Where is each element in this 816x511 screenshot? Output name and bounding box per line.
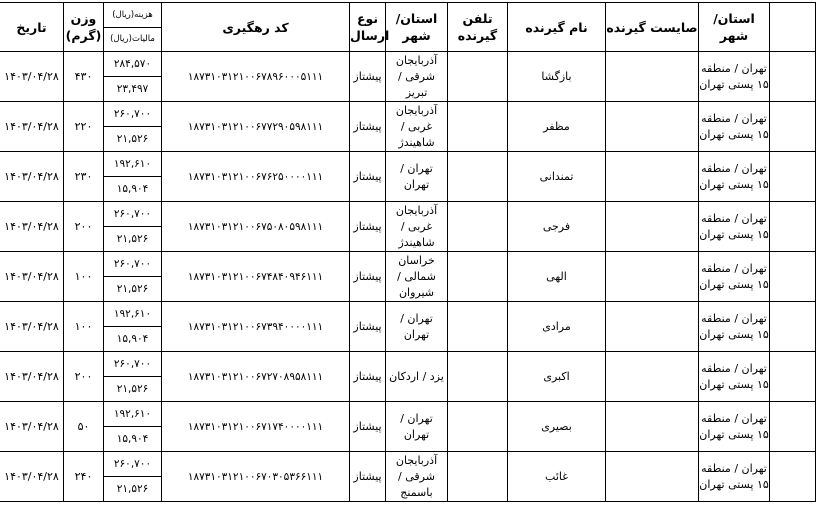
tax-cell: ۲۱,۵۲۶ bbox=[104, 377, 162, 402]
header-extra bbox=[770, 3, 816, 52]
recipient-name-cell: مظفر bbox=[508, 102, 606, 152]
sender-province-cell: تهران / منطقه ۱۵ پستی تهران bbox=[699, 102, 770, 152]
header-province-city: استان/ شهر bbox=[386, 3, 448, 52]
weight-cell: ۲۳۰ bbox=[64, 152, 104, 202]
send-type-cell: پیشتاز bbox=[350, 302, 386, 352]
recipient-code-cell bbox=[606, 202, 699, 252]
send-type-cell: پیشتاز bbox=[350, 102, 386, 152]
header-send-type: نوع ارسال bbox=[350, 3, 386, 52]
date-cell: ۱۴۰۳/۰۴/۲۸ bbox=[0, 202, 64, 252]
sender-province-cell: تهران / منطقه ۱۵ پستی تهران bbox=[699, 252, 770, 302]
send-type-cell: پیشتاز bbox=[350, 252, 386, 302]
phone-cell bbox=[448, 402, 508, 452]
table-row bbox=[0, 52, 816, 77]
recipient-code-cell bbox=[606, 52, 699, 102]
sender-province-cell: تهران / منطقه ۱۵ پستی تهران bbox=[699, 52, 770, 102]
tax-cell: ۲۳,۴۹۷ bbox=[104, 77, 162, 102]
header-tax-label: مالیات(ریال) bbox=[110, 33, 155, 44]
city-cell: تهران / تهران bbox=[386, 302, 448, 352]
sender-province-cell: تهران / منطقه ۱۵ پستی تهران bbox=[699, 302, 770, 352]
extra-cell bbox=[770, 402, 816, 452]
tracking-cell: ۱۸۷۳۱۰۳۱۲۱۰۰۶۷۲۷۰۸۹۵۸۱۱۱ bbox=[162, 352, 350, 402]
recipient-name-cell: بصیری bbox=[508, 402, 606, 452]
tracking-cell: ۱۸۷۳۱۰۳۱۲۱۰۰۶۷۰۳۰۵۳۶۶۱۱۱ bbox=[162, 452, 350, 502]
tax-cell: ۲۱,۵۲۶ bbox=[104, 477, 162, 502]
sender-province-cell: تهران / منطقه ۱۵ پستی تهران bbox=[699, 402, 770, 452]
extra-cell bbox=[770, 452, 816, 502]
header-sender-province: استان/ شهر bbox=[699, 3, 770, 52]
weight-cell: ۲۲۰ bbox=[64, 102, 104, 152]
weight-cell: ۴۳۰ bbox=[64, 52, 104, 102]
date-cell: ۱۴۰۳/۰۴/۲۸ bbox=[0, 302, 64, 352]
header-weight: وزن (گرم) bbox=[64, 3, 104, 52]
cost-cell: ۱۹۲,۶۱۰ bbox=[104, 152, 162, 177]
tax-cell: ۲۱,۵۲۶ bbox=[104, 227, 162, 252]
sender-province-cell: تهران / منطقه ۱۵ پستی تهران bbox=[699, 452, 770, 502]
recipient-name-cell: الهی bbox=[508, 252, 606, 302]
phone-cell bbox=[448, 52, 508, 102]
tax-cell: ۱۵,۹۰۴ bbox=[104, 177, 162, 202]
shipments-table bbox=[0, 2, 816, 502]
sender-province-cell: تهران / منطقه ۱۵ پستی تهران bbox=[699, 352, 770, 402]
recipient-code-cell bbox=[606, 252, 699, 302]
send-type-cell: پیشتاز bbox=[350, 402, 386, 452]
recipient-name-cell: فرجی bbox=[508, 202, 606, 252]
send-type-cell: پیشتاز bbox=[350, 202, 386, 252]
city-cell: تهران / تهران bbox=[386, 402, 448, 452]
table-row bbox=[0, 452, 816, 477]
phone-cell bbox=[448, 302, 508, 352]
tracking-cell: ۱۸۷۳۱۰۳۱۲۱۰۰۶۷۸۹۶۰۰۰۵۱۱۱ bbox=[162, 52, 350, 102]
header-recipient-code: صایست گیرنده bbox=[606, 3, 699, 52]
phone-cell bbox=[448, 102, 508, 152]
city-cell: آذربایجان شرقی / تبریز bbox=[386, 52, 448, 102]
city-cell: تهران / تهران bbox=[386, 152, 448, 202]
table-row bbox=[0, 252, 816, 277]
send-type-cell: پیشتاز bbox=[350, 352, 386, 402]
send-type-cell: پیشتاز bbox=[350, 52, 386, 102]
extra-cell bbox=[770, 52, 816, 102]
recipient-name-cell: مرادی bbox=[508, 302, 606, 352]
tracking-cell: ۱۸۷۳۱۰۳۱۲۱۰۰۶۷۵۰۸۰۵۹۸۱۱۱ bbox=[162, 202, 350, 252]
city-cell: یزد / اردکان bbox=[386, 352, 448, 402]
send-type-cell: پیشتاز bbox=[350, 152, 386, 202]
tax-cell: ۲۱,۵۲۶ bbox=[104, 127, 162, 152]
city-cell: خراسان شمالی / شیروان bbox=[386, 252, 448, 302]
header-cost-label: هزینه(ریال) bbox=[104, 4, 161, 28]
date-cell: ۱۴۰۳/۰۴/۲۸ bbox=[0, 252, 64, 302]
extra-cell bbox=[770, 102, 816, 152]
weight-cell: ۱۰۰ bbox=[64, 302, 104, 352]
weight-cell: ۱۰۰ bbox=[64, 252, 104, 302]
tracking-cell: ۱۸۷۳۱۰۳۱۲۱۰۰۶۷۳۹۴۰۰۰۰۱۱۱ bbox=[162, 302, 350, 352]
header-phone: تلفن گیرنده bbox=[448, 3, 508, 52]
weight-cell: ۲۰۰ bbox=[64, 352, 104, 402]
tax-cell: ۲۱,۵۲۶ bbox=[104, 277, 162, 302]
header-row bbox=[0, 3, 816, 52]
extra-cell bbox=[770, 352, 816, 402]
weight-cell: ۵۰ bbox=[64, 402, 104, 452]
header-recipient: نام گیرنده bbox=[508, 3, 606, 52]
recipient-code-cell bbox=[606, 452, 699, 502]
extra-cell bbox=[770, 252, 816, 302]
cost-cell: ۲۶۰,۷۰۰ bbox=[104, 102, 162, 127]
table-row bbox=[0, 102, 816, 127]
extra-cell bbox=[770, 152, 816, 202]
header-date: تاریخ bbox=[0, 3, 64, 52]
header-tracking: کد رهگیری bbox=[162, 3, 350, 52]
phone-cell bbox=[448, 152, 508, 202]
recipient-name-cell: تمندانی bbox=[508, 152, 606, 202]
table-row bbox=[0, 402, 816, 427]
cost-cell: ۲۶۰,۷۰۰ bbox=[104, 252, 162, 277]
table-row bbox=[0, 352, 816, 377]
recipient-code-cell bbox=[606, 302, 699, 352]
recipient-name-cell: غائب bbox=[508, 452, 606, 502]
date-cell: ۱۴۰۳/۰۴/۲۸ bbox=[0, 52, 64, 102]
cost-cell: ۱۹۲,۶۱۰ bbox=[104, 402, 162, 427]
header-cost bbox=[104, 3, 162, 52]
recipient-code-cell bbox=[606, 152, 699, 202]
table-row bbox=[0, 202, 816, 227]
sender-province-cell: تهران / منطقه ۱۵ پستی تهران bbox=[699, 202, 770, 252]
table-row bbox=[0, 302, 816, 327]
date-cell: ۱۴۰۳/۰۴/۲۸ bbox=[0, 152, 64, 202]
send-type-cell: پیشتاز bbox=[350, 452, 386, 502]
date-cell: ۱۴۰۳/۰۴/۲۸ bbox=[0, 452, 64, 502]
cost-cell: ۲۶۰,۷۰۰ bbox=[104, 352, 162, 377]
cost-cell: ۲۶۰,۷۰۰ bbox=[104, 452, 162, 477]
date-cell: ۱۴۰۳/۰۴/۲۸ bbox=[0, 352, 64, 402]
city-cell: آذربایجان غربی / شاهیندژ bbox=[386, 202, 448, 252]
city-cell: آذربایجان غربی / شاهیندژ bbox=[386, 102, 448, 152]
phone-cell bbox=[448, 352, 508, 402]
recipient-name-cell: اکبری bbox=[508, 352, 606, 402]
cost-cell: ۲۶۰,۷۰۰ bbox=[104, 202, 162, 227]
tracking-cell: ۱۸۷۳۱۰۳۱۲۱۰۰۶۷۴۸۴۰۹۴۶۱۱۱ bbox=[162, 252, 350, 302]
recipient-name-cell: بازگشا bbox=[508, 52, 606, 102]
cost-cell: ۱۹۲,۶۱۰ bbox=[104, 302, 162, 327]
weight-cell: ۲۰۰ bbox=[64, 202, 104, 252]
weight-cell: ۲۴۰ bbox=[64, 452, 104, 502]
phone-cell bbox=[448, 252, 508, 302]
tracking-cell: ۱۸۷۳۱۰۳۱۲۱۰۰۶۷۱۷۴۰۰۰۰۱۱۱ bbox=[162, 402, 350, 452]
date-cell: ۱۴۰۳/۰۴/۲۸ bbox=[0, 102, 64, 152]
tax-cell: ۱۵,۹۰۴ bbox=[104, 427, 162, 452]
phone-cell bbox=[448, 452, 508, 502]
extra-cell bbox=[770, 202, 816, 252]
recipient-code-cell bbox=[606, 402, 699, 452]
city-cell: آذربایجان شرقی / باسمنج bbox=[386, 452, 448, 502]
sender-province-cell: تهران / منطقه ۱۵ پستی تهران bbox=[699, 152, 770, 202]
tracking-cell: ۱۸۷۳۱۰۳۱۲۱۰۰۶۷۷۲۹۰۵۹۸۱۱۱ bbox=[162, 102, 350, 152]
extra-cell bbox=[770, 302, 816, 352]
date-cell: ۱۴۰۳/۰۴/۲۸ bbox=[0, 402, 64, 452]
tax-cell: ۱۵,۹۰۴ bbox=[104, 327, 162, 352]
phone-cell bbox=[448, 202, 508, 252]
recipient-code-cell bbox=[606, 352, 699, 402]
table-row bbox=[0, 152, 816, 177]
cost-cell: ۲۸۴,۵۷۰ bbox=[104, 52, 162, 77]
tracking-cell: ۱۸۷۳۱۰۳۱۲۱۰۰۶۷۶۲۵۰۰۰۰۱۱۱ bbox=[162, 152, 350, 202]
recipient-code-cell bbox=[606, 102, 699, 152]
